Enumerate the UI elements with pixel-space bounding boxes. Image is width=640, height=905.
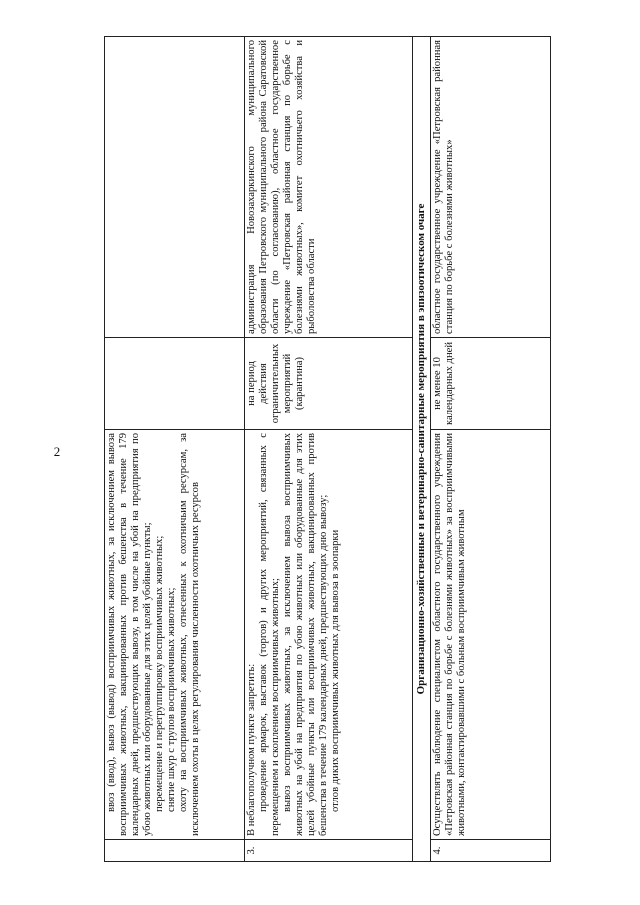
measure-line: охоту на восприимчивых животных, отнесенных к охотничьим ресурсам, за исключением охоты в целях регулирования численности охотничьих ресурсов: [177, 433, 201, 836]
responsible-cell: администрация Новозахаркинского муниципального образования Петровского муниципального района Саратовской области (по согласованию), областное государственное учреждение «Петровская районная станция по борьбе с болезнями животных», комитет охотничьего хозяйства и рыболовства области: [245, 37, 413, 338]
measure-line: проведение ярмарок, выставок (торгов) и других мероприятий, связанных с перемещением и скоплением восприимчивых животных;: [257, 433, 281, 836]
measure-line: В неблагополучном пункте запретить:: [246, 663, 257, 836]
responsible-cell: областное государственное учреждение «Петровская районная станция по борьбе с болезнями животных»: [431, 37, 551, 338]
measure-line: отлов диких восприимчивых животных для вывоза в зоопарки: [329, 529, 341, 812]
section-header: Организационно-хозяйственные и ветеринарно-санитарные мероприятия в эпизоотическом очаге: [413, 37, 431, 862]
measure-cell: [245, 430, 413, 840]
table-row-3: [245, 37, 413, 862]
term-cell: на период действия ограничительных мероприятий (карантина): [245, 338, 413, 430]
responsible-cell: [105, 37, 245, 338]
section-header-row: [413, 37, 431, 862]
measure-line: ввоз (ввод), вывоз (вывод) восприимчивых животных, за исключением вывоза восприимчивых животных, вакцинированных против бешенства в течение 179 календарных дней, предшествующих вывозу, в том числе на убой на предприятия по убою животных или оборудованные для этих целей убойные пункты;: [106, 433, 153, 836]
page-number: 2: [53, 444, 61, 459]
measure-cell: [105, 430, 245, 840]
measure-line: перемещение и перегруппировку восприимчивых животных;: [153, 535, 165, 812]
term-cell: [105, 338, 245, 430]
row-number-cell: 3.: [245, 840, 413, 862]
table-row-continued: [105, 37, 245, 862]
rotated-table-container: [104, 37, 551, 862]
row-number-cell: 4.: [431, 840, 551, 862]
measures-table: [104, 36, 551, 862]
table-row-4: [431, 37, 551, 862]
measure-line: вывоз восприимчивых животных, за исключением вывоза восприимчивых животных на убой на предприятия по убою животных или оборудованные для этих целей убойные пункты или восприимчивых животных, вакцинированных против бешенства в течение 179 календарных дней, предшествующих дню вывозу;: [281, 433, 329, 836]
measure-line: Осуществлять наблюдение специалистом областного государственного учреждения «Петровская районная станция по борьбе с болезнями животных» за восприимчивыми животными, контактировавшими с больным восприимчивым животным: [432, 433, 467, 836]
measure-cell: [431, 430, 551, 840]
row-number-cell: [105, 840, 245, 862]
measure-line: снятие шкур с трупов восприимчивых животных;: [165, 587, 177, 812]
term-cell: не менее 10 календарных дней: [431, 338, 551, 430]
